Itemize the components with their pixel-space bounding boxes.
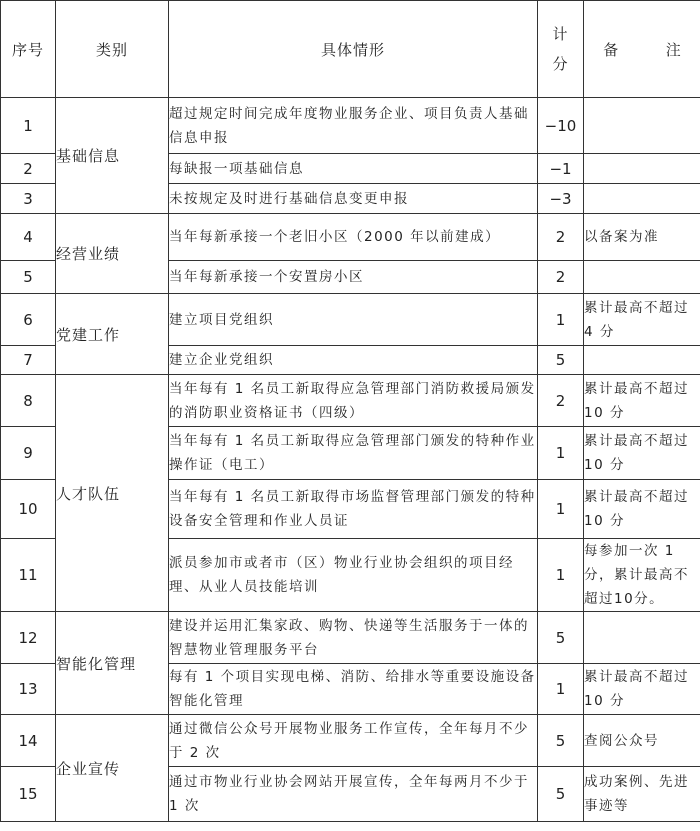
row-no: 13 xyxy=(1,664,56,715)
category-cell: 党建工作 xyxy=(56,294,169,375)
row-note xyxy=(584,98,700,154)
row-no: 2 xyxy=(1,154,56,184)
header-detail: 具体情形 xyxy=(169,1,538,98)
row-score: −3 xyxy=(538,184,584,214)
row-score: 1 xyxy=(538,427,584,480)
header-score xyxy=(538,1,584,98)
row-note xyxy=(584,184,700,214)
row-score: 5 xyxy=(538,612,584,664)
row-detail: 当年每新承接一个安置房小区 xyxy=(169,261,538,294)
row-note xyxy=(584,612,700,664)
row-detail: 当年每有 1 名员工新取得应急管理部门消防救援局颁发的消防职业资格证书（四级） xyxy=(169,375,538,427)
row-no: 1 xyxy=(1,98,56,154)
row-detail: 通过市物业行业协会网站开展宣传，全年每两月不少于 1 次 xyxy=(169,767,538,822)
row-detail: 派员参加市或者市（区）物业行业协会组织的项目经理、从业人员技能培训 xyxy=(169,539,538,612)
row-no: 3 xyxy=(1,184,56,214)
row-score: 5 xyxy=(538,346,584,375)
category-cell: 基础信息 xyxy=(56,98,169,214)
row-no: 14 xyxy=(1,715,56,767)
row-detail: 建立项目党组织 xyxy=(169,294,538,346)
row-score: 1 xyxy=(538,480,584,539)
category-cell: 经营业绩 xyxy=(56,214,169,294)
row-note: 以备案为准 xyxy=(584,214,700,261)
row-score: −1 xyxy=(538,154,584,184)
table-row xyxy=(1,375,700,427)
row-note: 累计最高不超过 10 分 xyxy=(584,664,700,715)
category-cell: 智能化管理 xyxy=(56,612,169,715)
table-row xyxy=(1,612,700,664)
row-detail: 超过规定时间完成年度物业服务企业、项目负责人基础信息申报 xyxy=(169,98,538,154)
category-cell: 人才队伍 xyxy=(56,375,169,612)
table-row xyxy=(1,98,700,154)
row-score: −10 xyxy=(538,98,584,154)
row-note xyxy=(584,261,700,294)
row-no: 9 xyxy=(1,427,56,480)
row-score: 5 xyxy=(538,715,584,767)
row-detail: 当年每有 1 名员工新取得应急管理部门颁发的特种作业操作证（电工） xyxy=(169,427,538,480)
row-score: 1 xyxy=(538,664,584,715)
row-note: 每参加一次 1 分，累计最高不超过10分。 xyxy=(584,539,700,612)
row-score: 1 xyxy=(538,294,584,346)
row-detail: 未按规定及时进行基础信息变更申报 xyxy=(169,184,538,214)
category-cell: 企业宣传 xyxy=(56,715,169,822)
header-remark-a: 备 xyxy=(603,40,619,59)
row-detail: 建立企业党组织 xyxy=(169,346,538,375)
row-note xyxy=(584,154,700,184)
row-no: 12 xyxy=(1,612,56,664)
row-no: 8 xyxy=(1,375,56,427)
header-remark-b: 注 xyxy=(665,40,681,59)
row-no: 4 xyxy=(1,214,56,261)
row-detail: 当年每有 1 名员工新取得市场监督管理部门颁发的特种设备安全管理和作业人员证 xyxy=(169,480,538,539)
row-score: 2 xyxy=(538,375,584,427)
row-no: 10 xyxy=(1,480,56,539)
row-score: 2 xyxy=(538,214,584,261)
row-no: 6 xyxy=(1,294,56,346)
row-detail: 每缺报一项基础信息 xyxy=(169,154,538,184)
header-category: 类别 xyxy=(56,1,169,98)
row-detail: 建设并运用汇集家政、购物、快递等生活服务于一体的智慧物业管理服务平台 xyxy=(169,612,538,664)
table-row xyxy=(1,214,700,261)
row-note: 累计最高不超过 4 分 xyxy=(584,294,700,346)
row-no: 11 xyxy=(1,539,56,612)
table-row xyxy=(1,715,700,767)
header-no: 序号 xyxy=(1,1,56,98)
row-detail: 当年每新承接一个老旧小区（2000 年以前建成） xyxy=(169,214,538,261)
row-no: 7 xyxy=(1,346,56,375)
row-score: 5 xyxy=(538,767,584,822)
row-note: 累计最高不超过 10 分 xyxy=(584,480,700,539)
header-score-bottom: 分 xyxy=(552,55,569,73)
row-note xyxy=(584,346,700,375)
table-row xyxy=(1,294,700,346)
row-note: 累计最高不超过 10 分 xyxy=(584,375,700,427)
row-no: 15 xyxy=(1,767,56,822)
row-detail: 每有 1 个项目实现电梯、消防、给排水等重要设施设备智能化管理 xyxy=(169,664,538,715)
row-note: 成功案例、先进事迹等 xyxy=(584,767,700,822)
row-note: 累计最高不超过 10 分 xyxy=(584,427,700,480)
row-no: 5 xyxy=(1,261,56,294)
header-remark xyxy=(584,1,700,98)
row-score: 2 xyxy=(538,261,584,294)
row-score: 1 xyxy=(538,539,584,612)
header-row xyxy=(1,1,700,98)
row-note: 查阅公众号 xyxy=(584,715,700,767)
row-detail: 通过微信公众号开展物业服务工作宣传，全年每月不少于 2 次 xyxy=(169,715,538,767)
header-score-top: 计 xyxy=(552,25,569,43)
